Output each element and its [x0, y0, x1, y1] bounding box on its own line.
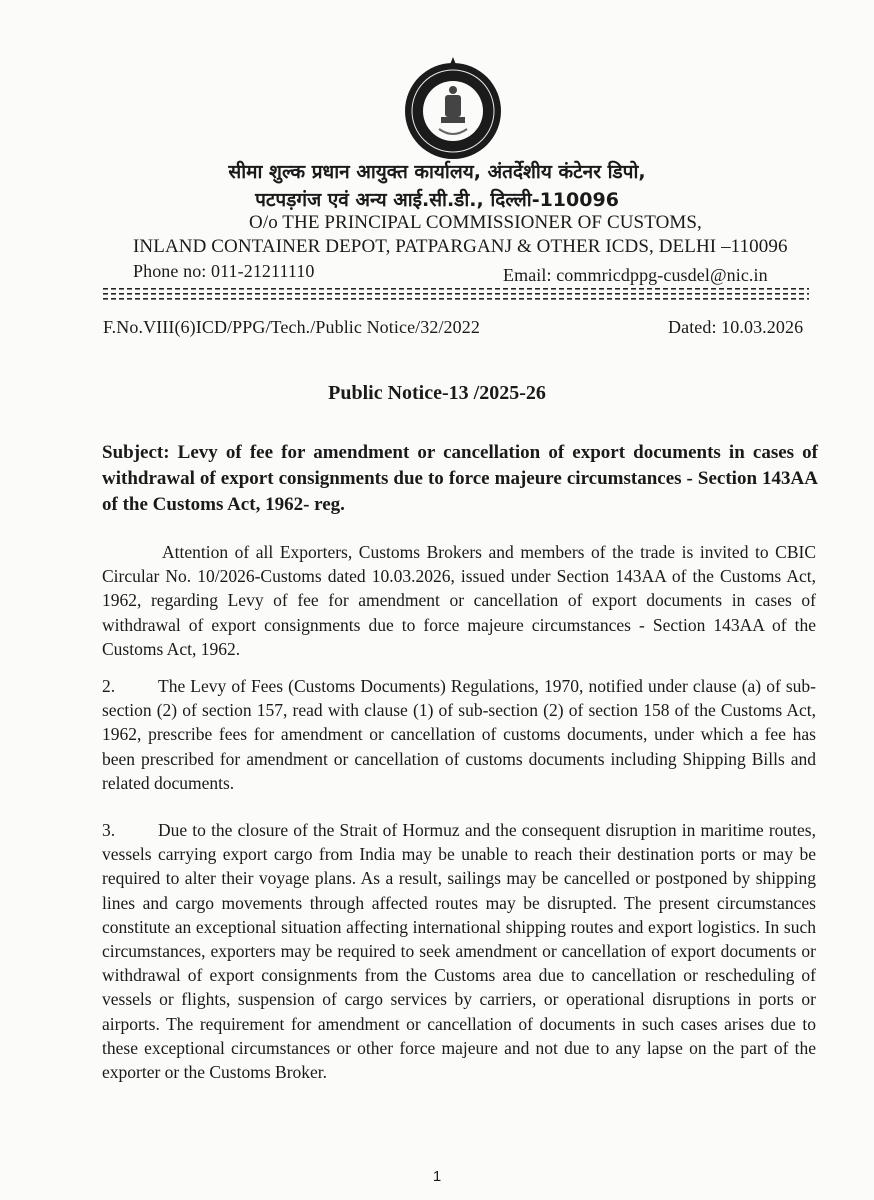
phone-number: Phone no: 011-21211110 — [133, 261, 315, 281]
paragraph-2 — [102, 674, 816, 795]
paragraph-3-text: Due to the closure of the Strait of Hormuz and the consequent disruption in maritime routes, vessels carrying export cargo from India may be unable to reach their destination ports or may be required to alter their voyage plans. As a result, sailings may be cancelled or postponed by shipping lines and cargo movements through affected routes may be disrupted. The present circumstances constitute an exceptional situation affecting international shipping routes and export logistics. In such circumstances, exporters may be required to seek amendment or cancellation of export documents or withdrawal of export consignments from the Customs area due to cancellation or rescheduling of vessels or flights, suspension of cargo services by carriers, or operational disruptions in ports or airports. The requirement for amendment or cancellation of documents in such cases arises due to these exceptional circumstances or other force majeure and not due to any lapse on the part of the exporter or the Customs Broker. — [102, 820, 816, 1083]
paragraph-2-number: 2. — [102, 676, 116, 696]
notice-title: Public Notice-13 /2025-26 — [328, 382, 546, 404]
page-number: 1 — [432, 1168, 442, 1185]
header-hindi-line-1: सीमा शुल्क प्रधान आयुक्त कार्यालय, अंतर्देशीय कंटेनर डिपो, — [228, 161, 646, 183]
file-number: F.No.VIII(6)ICD/PPG/Tech./Public Notice/32/2022 — [103, 317, 480, 337]
notice-subject: Subject: Levy of fee for amendment or cancellation of export documents in cases of withdrawal of export consignments due to force majeure circumstances - Section 143AA of the Customs Act, 1962- reg. — [102, 442, 818, 515]
paragraph-1 — [102, 540, 816, 661]
paragraph-3 — [102, 818, 816, 1084]
header-divider — [103, 288, 809, 302]
email-address: Email: commricdppg-cusdel@nic.in — [503, 265, 768, 285]
notice-date: Dated: 10.03.2026 — [668, 317, 804, 337]
paragraph-3-number: 3. — [102, 820, 116, 840]
office-line-2: INLAND CONTAINER DEPOT, PATPARGANJ & OTHER ICDS, DELHI –110096 — [133, 236, 788, 257]
paragraph-2-text: The Levy of Fees (Customs Documents) Regulations, 1970, notified under clause (a) of sub-section (2) of section 157, read with clause (1) of sub-section (2) of section 158 of the Customs Act, 1962, prescribe fees for amendment or cancellation of customs documents, under which a fee has been prescribed for amendment or cancellation of customs documents including Shipping Bills and related documents. — [102, 676, 816, 793]
paragraph-1-text: Attention of all Exporters, Customs Brokers and members of the trade is invited to CBIC Circular No. 10/2026-Customs dated 10.03.2026, issued under Section 143AA of the Customs Act, 1962, regarding Levy of fee for amendment or cancellation of export documents in cases of withdrawal of export consignments due to force majeure circumstances - Section 143AA of the Customs Act, 1962. — [102, 542, 816, 659]
customs-emblem-icon — [399, 55, 507, 163]
header-hindi-line-2: पटपड़गंज एवं अन्य आई.सी.डी., दिल्ली-110096 — [255, 189, 619, 211]
office-line-1: O/o THE PRINCIPAL COMMISSIONER OF CUSTOMS, — [249, 212, 702, 233]
